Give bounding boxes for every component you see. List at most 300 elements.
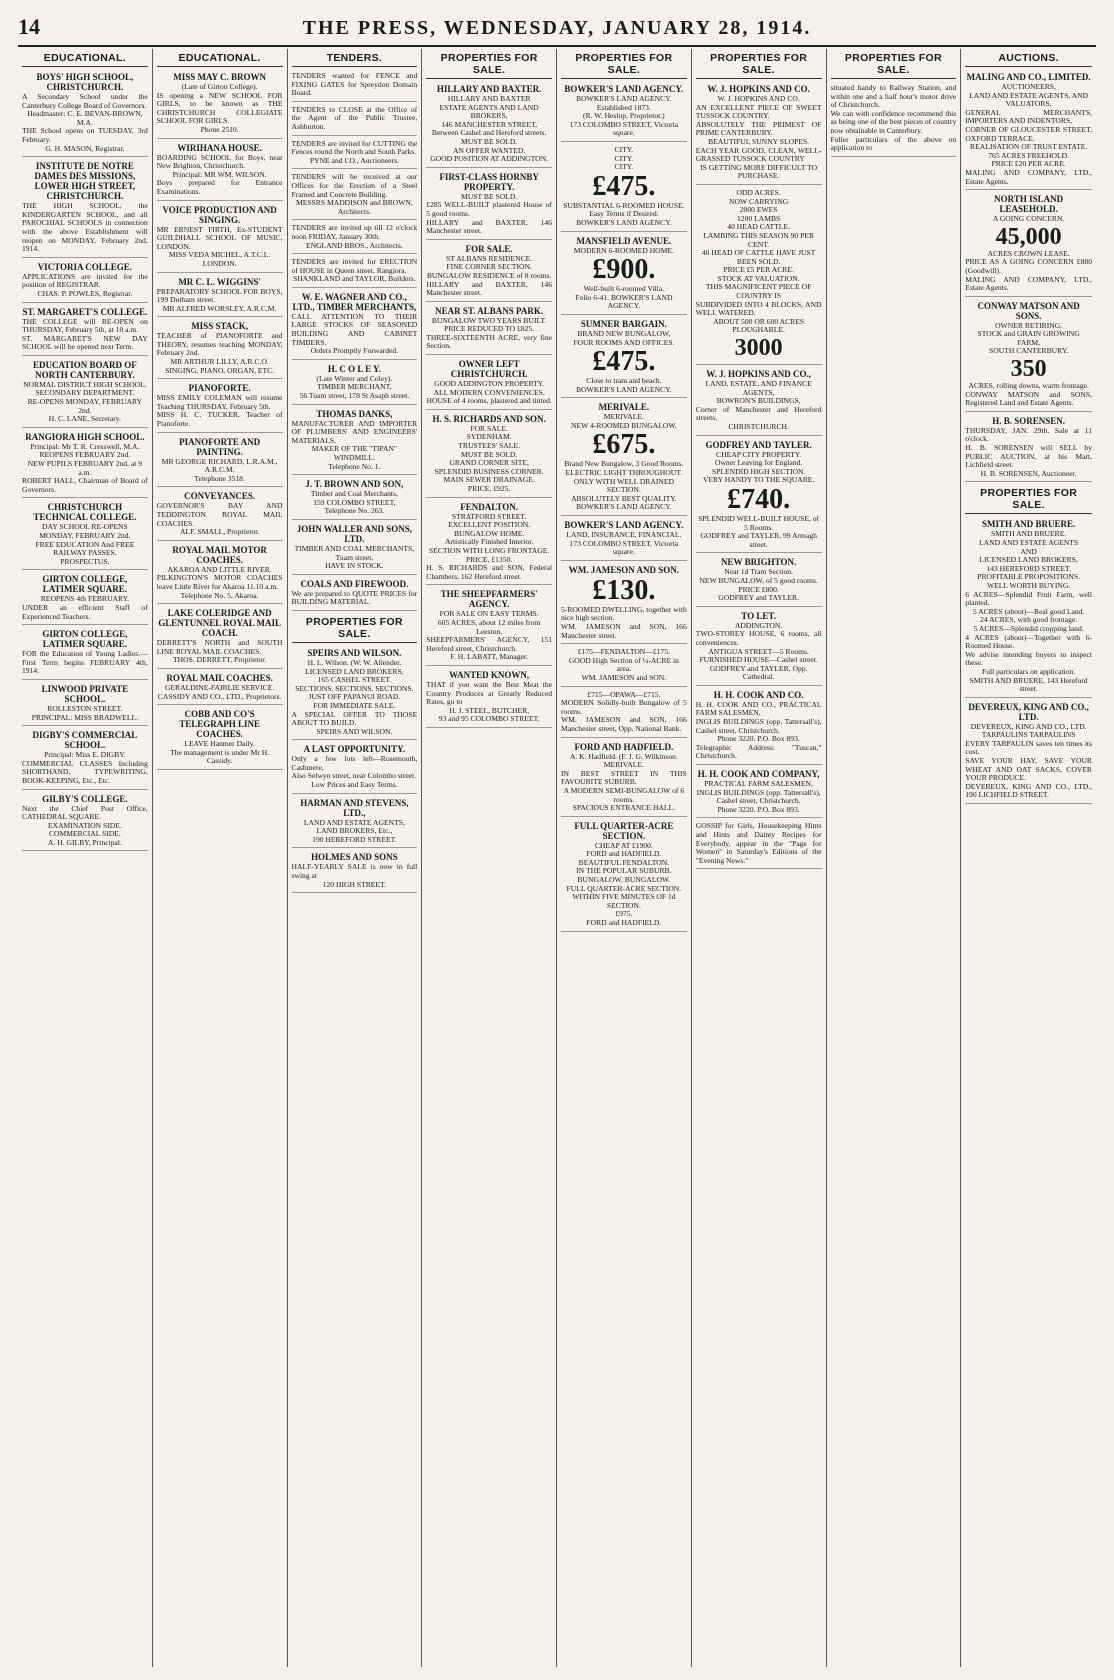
- ad-line: MR ERNEST FIRTH, Ex-STUDENT GUILDHALL SCHOOL OF MUSIC, LONDON.: [156, 224, 283, 251]
- ad-line: TARPAULINS TARPAULINS: [981, 730, 1076, 740]
- ad-heading: FIRST-CLASS HORNBY PROPERTY.: [439, 171, 539, 192]
- ad-line: BOWKER'S LAND AGENCY.: [576, 94, 672, 103]
- ad-line: SPLENDID HIGH SECTION.: [711, 466, 806, 476]
- advertisement: [157, 203, 283, 273]
- advertisement: [696, 820, 822, 869]
- ad-line: NEW 4-ROOMED BUNGALOW.: [571, 420, 677, 430]
- advertisement: [292, 522, 418, 575]
- ad-line: 1200 LAMBS: [737, 213, 781, 223]
- ad-heading: WIRIHANA HOUSE.: [177, 142, 262, 153]
- ad-line: ST. MARGARET'S NEW DAY SCHOOL will be opened next Term.: [22, 333, 148, 352]
- ad-line: Next the Chief Post Office, CATHEDRAL SQUARE.: [22, 803, 148, 822]
- ad-heading: A LAST OPPORTUNITY.: [303, 744, 406, 755]
- ad-heading: COALS AND FIREWOOD.: [300, 578, 409, 589]
- ad-line: MAIN SEWER DRAINAGE.: [443, 475, 535, 485]
- ad-line: DEVEREUX, KING AND CO., LTD.: [970, 721, 1087, 731]
- ad-line: SINGING, PIANO, ORGAN, ETC.: [165, 365, 275, 375]
- ad-line: situated handy to Railway Station, and within one and a half hour's motor drive of Christchurch.: [830, 83, 957, 110]
- advertisement: [696, 367, 822, 436]
- ad-line: RE-OPENS MONDAY, FEBRUARY 2nd.: [27, 397, 143, 415]
- ad-line: DAY SCHOOL RE-OPENS: [42, 522, 128, 532]
- ad-line: MESSRS MADDISON and BROWN, Architects.: [295, 198, 413, 216]
- ad-line: £285 WELL-BUILT plastered House of 5 good rooms.: [426, 200, 552, 218]
- ad-line: Established 1873.: [596, 102, 651, 112]
- advertisement: [22, 572, 148, 625]
- ad-line: MUST BE SOLD.: [461, 136, 518, 146]
- advertisement: [426, 587, 552, 666]
- ad-heading: W. J. HOPKINS AND CO.: [707, 84, 810, 94]
- ad-line: GOOD ADDINGTON PROPERTY.: [434, 379, 545, 389]
- advertisement: [561, 518, 687, 561]
- ad-line: TENDERS are invited for ERECTION of HOUSE in Queen street, Rangiora.: [291, 257, 418, 275]
- ad-heading: NEW BRIGHTON.: [721, 557, 797, 568]
- ad-line: MODERN 6-ROOMED HOME.: [573, 245, 674, 255]
- ad-heading: MR C. L. WIGGINS': [178, 276, 261, 287]
- ad-line: PRICE £20 PER ACRE.: [991, 159, 1066, 169]
- ad-line: CITY.: [614, 162, 634, 172]
- advertisement: [561, 689, 687, 738]
- ad-line: SUBSTANTIAL 6-ROOMED HOUSE.: [563, 200, 685, 210]
- ad-heading: HARMAN AND STEVENS, LTD.,: [300, 797, 409, 818]
- ad-price: £675.: [592, 429, 656, 461]
- ad-line: EXAMINATION SIDE.: [47, 820, 122, 830]
- ad-line: TRUSTEES' SALE.: [458, 441, 520, 451]
- ad-line: Between Cashel and Hereford streets.: [431, 128, 547, 138]
- advertisement: [965, 700, 1092, 804]
- advertisement: [157, 671, 283, 705]
- ad-heading: H. C O L E Y.: [327, 363, 381, 374]
- ad-line: WELL WORTH BUYING.: [986, 580, 1071, 590]
- ad-heading: H. H. COOK AND CO.: [713, 689, 804, 700]
- advertisement: [561, 400, 687, 516]
- ad-price: £740.: [727, 483, 791, 515]
- ad-line: FOR SALE.: [470, 423, 508, 433]
- page-title: THE PRESS, WEDNESDAY, JANUARY 28, 1914.: [302, 17, 812, 39]
- ad-line: PRINCIPAL: MISS BRADWELL.: [31, 712, 138, 722]
- ad-line: THOS. DERRETT, Proprietor.: [172, 655, 267, 665]
- ad-line: HALF-YEARLY SALE is now in full swing at: [291, 862, 418, 881]
- ad-heading: CHRISTCHURCH TECHNICAL COLLEGE.: [33, 502, 137, 523]
- advertisement: [426, 412, 552, 498]
- ad-line: MUST BE SOLD.: [461, 191, 518, 201]
- ad-line: ESTATE AGENTS AND LAND BROKERS,: [439, 102, 539, 121]
- ad-line: AUCTIONEERS,: [1001, 82, 1056, 91]
- ad-line: BOWKER'S LAND AGENCY.: [576, 217, 672, 227]
- column-3: [288, 49, 423, 1667]
- ad-line: FOUR ROOMS AND OFFICES.: [573, 337, 675, 347]
- ad-heading: BOYS' HIGH SCHOOL, CHRISTCHURCH.: [36, 72, 134, 92]
- ad-line: LEAVE Hanmer Daily.: [184, 739, 255, 749]
- advertisement: [561, 144, 687, 232]
- ad-line: SHEEPFARMERS' AGENCY, 151 Hereford street, Christchurch.: [426, 635, 552, 653]
- ad-line: H. B. SORENSEN will SELL by PUBLIC AUCTION, at his Mart, Lichfield street.: [965, 443, 1092, 470]
- ad-line: PILKINGTON'S MOTOR COACHES leave Little River for Akaroa 11.10 a.m.: [156, 573, 283, 591]
- ad-line: 173 COLOMBO STREET, Victoria square.: [569, 119, 679, 138]
- ad-heading: H. B. SORENSEN.: [992, 415, 1066, 426]
- advertisement: [157, 707, 283, 770]
- advertisement: [426, 170, 552, 240]
- advertisement: [157, 543, 283, 604]
- page-number: 14: [18, 14, 40, 39]
- ad-line: GOOD POSITION AT ADDINGTON.: [430, 154, 549, 164]
- ad-line: CITY.: [614, 153, 634, 163]
- column-7: [827, 49, 962, 1667]
- ad-line: AN OFFER WANTED.: [453, 145, 526, 155]
- column-heading: PROPERTIES FOR SALE.: [696, 49, 822, 79]
- ad-line: CHEAP AT £1900.: [594, 840, 653, 850]
- ad-line: Timber and Coal Merchants,: [310, 489, 398, 499]
- ad-line: TENDERS are invited for CUTTING the Fences round the North and South Parks.: [291, 138, 418, 157]
- ad-line: SPEIRS AND WILSON.: [316, 726, 393, 736]
- ad-price: £475.: [592, 170, 656, 202]
- ad-line: APPLICATIONS are invited for the position of REGISTRAR.: [22, 271, 148, 290]
- ad-line: FOR SALE ON EASY TERMS.: [439, 609, 539, 619]
- ad-price: £475.: [592, 346, 656, 378]
- ad-heading: NEAR ST. ALBANS PARK.: [435, 305, 544, 316]
- ad-line: 24 ACRES, with good frontage.: [980, 615, 1078, 625]
- ad-line: LAND, INSURANCE, FINANCIAL.: [566, 530, 682, 540]
- ad-line: Low Prices and Easy Terms.: [311, 780, 398, 790]
- ad-line: BOWKER'S LAND AGENCY.: [576, 502, 672, 512]
- ad-line: BOWRON'S BUILDINGS,: [716, 396, 801, 406]
- advertisement: [561, 740, 687, 817]
- ad-heading: FOR SALE.: [465, 243, 513, 254]
- ad-line: THURSDAY, JAN. 29th. Sale at 11 o'clock.: [965, 425, 1092, 444]
- ad-line: GODFREY and TAYLER, 99 Armagh street.: [700, 531, 817, 549]
- ad-line: Principal: Mr T. R. Cresswell, M.A.: [30, 441, 140, 451]
- advertisement: [561, 563, 687, 644]
- ad-line: FREE EDUCATION And FREE RAILWAY PASSES.: [35, 539, 135, 558]
- ad-line: SOUTH CANTERBURY.: [989, 346, 1069, 356]
- ad-line: MODERN Solidly-built Bungalow of 5 rooms.: [561, 698, 687, 716]
- ad-line: A. H. GILBY, Principal.: [47, 837, 122, 847]
- ad-heading: WM. JAMESON AND SON.: [568, 564, 679, 575]
- ad-line: H. S. RICHARDS and SON, Federal Chambers, 162 Hereford street.: [426, 563, 552, 581]
- ad-line: A MODERN SEMI-BUNGALOW of 6 rooms.: [563, 785, 685, 804]
- ad-line: (R. W. Heslop, Proprietor.): [583, 111, 665, 121]
- ad-line: COMMERCIAL SIDE.: [48, 829, 121, 839]
- ad-heading: THOMAS DANKS,: [316, 408, 393, 419]
- advertisement: [22, 792, 148, 852]
- ad-line: BUNGALOW HOME.: [453, 528, 525, 538]
- ad-line: FORD and HADFIELD.: [586, 849, 662, 859]
- ad-line: PRICE, £925.: [467, 484, 511, 493]
- ad-line: Corner of Manchester and Hereford streets,: [695, 404, 822, 423]
- ad-line: BOWKER'S LAND AGENCY.: [576, 384, 672, 394]
- ad-line: ST ALBANS RESIDENCE.: [446, 253, 533, 263]
- column-heading: AUCTIONS.: [965, 49, 1092, 67]
- ad-line: MISS VEDA MICHEL, A.T.C.L. LONDON.: [168, 250, 271, 268]
- column-1: [18, 49, 153, 1667]
- ad-line: PRICE, £1350.: [466, 554, 513, 564]
- ad-heading: CONWAY MATSON AND SONS.: [977, 300, 1080, 321]
- ad-line: Easy Terms if Desired.: [589, 209, 659, 219]
- ad-line: Close to tram and beach.: [586, 376, 662, 386]
- ad-line: DEVEREUX, KING AND CO., LTD., 190 LICHFIELD STREET.: [965, 781, 1092, 800]
- ad-line: ABOUT 500 OR 600 ACRES PLOUGHABLE.: [713, 316, 805, 335]
- ad-heading: BOWKER'S LAND AGENCY.: [564, 84, 684, 94]
- ad-line: TENDERS will be received at our Offices for the Erection of a Steel Framed and Concrete Building.: [291, 172, 418, 199]
- ad-line: SPACIOUS ENTRANCE HALL.: [572, 803, 676, 813]
- ad-line: Owner Leaving for England.: [714, 458, 803, 468]
- ad-line: Principal: MR WM. WILSON.: [172, 169, 267, 179]
- ad-line: SMITH AND BRUERE, 143 Hereford street.: [969, 675, 1088, 694]
- ad-line: LICENSED LAND BROKERS,: [305, 666, 404, 676]
- ad-line: LICENSED LAND BROKERS,: [979, 555, 1078, 565]
- ad-line: LAND AND ESTATE AGENTS, AND VALUATORS,: [969, 90, 1089, 109]
- ad-line: AND: [1020, 546, 1037, 556]
- ad-line: NEW BUNGALOW, of 5 good rooms.: [699, 575, 818, 585]
- ad-price: 350: [1010, 356, 1047, 383]
- ad-line: REOPENS 4th FEBRUARY.: [40, 594, 129, 604]
- ad-heading: LINWOOD PRIVATE SCHOOL.: [41, 683, 129, 704]
- ad-line: W. J. HOPKINS AND CO.: [717, 94, 800, 103]
- advertisement: [426, 82, 552, 168]
- ad-line: Telegraphic Address: "Tuscan," Christchurch.: [695, 742, 822, 761]
- column-heading: PROPERTIES FOR SALE.: [561, 49, 687, 79]
- ad-line: Full particulars on application.: [982, 666, 1076, 676]
- ad-line: £715—OPAWA—£715.: [587, 689, 661, 699]
- ad-line: HILLARY AND BAXTER: [447, 94, 531, 103]
- ad-heading: COBB AND CO'S TELEGRAPH LINE COACHES.: [179, 709, 261, 740]
- advertisement: [157, 319, 283, 379]
- ad-heading: NORTH ISLAND LEASEHOLD.: [994, 194, 1064, 215]
- ad-line: FINE CORNER SECTION.: [446, 262, 532, 272]
- section-heading: PROPERTIES FOR SALE.: [965, 484, 1092, 514]
- ad-line: TIMBER AND COAL MERCHANTS,: [294, 543, 415, 553]
- ad-line: H. B. SORENSEN, Auctioneer.: [980, 468, 1077, 478]
- ad-line: AN EXCELLENT PIECE OF SWEET TUSSOCK COUNTRY.: [695, 102, 822, 121]
- ad-line: HILLARY and BAXTER, 146 Manchester street.: [426, 217, 552, 236]
- advertisement: [157, 606, 283, 669]
- advertisement: [696, 82, 822, 185]
- advertisement: [965, 414, 1092, 483]
- ad-line: CHAS. P. POWLES, Registrar.: [37, 288, 133, 298]
- advertisement: [22, 159, 148, 258]
- ad-line: ALL MODERN CONVENIENCES.: [433, 387, 545, 397]
- ad-heading: W. J. HOPKINS AND CO.,: [706, 369, 811, 380]
- ad-line: LAND, ESTATE, AND FINANCE AGENTS,: [705, 379, 812, 397]
- ad-line: H. L. Wilson. (W. W. Allender.: [307, 657, 402, 667]
- ad-line: BEAUTIFUL SUNNY SLOPES.: [708, 136, 810, 146]
- ad-line: GODFREY and TAYLER, Opp. Cathedral.: [709, 663, 808, 682]
- ad-line: LAND AND ESTATE AGENTS,: [303, 817, 405, 827]
- ad-line: We are prepared to QUOTE PRICES for BUILDING MATERIAL.: [291, 588, 418, 607]
- ad-line: MALING AND COMPANY, LTD., Estate Agents.: [965, 274, 1092, 293]
- ad-heading: PIANOFORTE AND PAINTING.: [179, 436, 261, 457]
- advertisement: [292, 222, 418, 254]
- ad-price: 45,000: [995, 223, 1062, 250]
- ad-line: WITHIN FIVE MINUTES OF 1d SECTION.: [572, 892, 676, 910]
- ad-heading: VOICE PRODUCTION AND SINGING.: [162, 204, 277, 225]
- ad-price: £130.: [592, 574, 656, 606]
- ad-line: FURNISHED HOUSE—Cashel street.: [699, 655, 818, 665]
- advertisement: [157, 70, 283, 139]
- ad-line: VERY HANDY TO THE SQUARE.: [702, 475, 815, 485]
- advertisement: [292, 362, 418, 405]
- ad-line: INGLIS BUILDINGS (opp. Tattersall's),: [696, 787, 821, 797]
- advertisement: [965, 517, 1092, 697]
- ad-line: BUNGALOW, BUNGALOW.: [577, 875, 671, 885]
- ad-line: CHRISTCHURCH.: [728, 422, 789, 431]
- ad-line: STOCK and GRAIN GROWING FARM,: [977, 329, 1080, 347]
- ad-line: BRAND NEW BUNGALOW,: [577, 328, 671, 338]
- ad-line: LAND BROKERS, Etc.,: [316, 826, 393, 836]
- ad-line: 765 ACRES FREEHOLD.: [988, 150, 1070, 160]
- advertisement: [292, 577, 418, 611]
- ad-line: THAT if you want the Best Meat the Country Produces at Greatly Reduced Rates, go to: [426, 679, 552, 707]
- ad-line: 173 COLOMBO STREET, Victoria square.: [569, 538, 679, 557]
- column-heading: PROPERTIES FOR SALE.: [831, 49, 957, 79]
- advertisement: [22, 430, 148, 499]
- ad-line: ADDINGTON.: [734, 620, 783, 630]
- ad-line: PRICE £5 PER ACRE.: [723, 265, 794, 275]
- advertisement: [22, 500, 148, 570]
- ad-line: WM. JAMESON and SON, 166 Manchester street, Opp. National Bank.: [561, 715, 687, 733]
- advertisement: [292, 104, 418, 136]
- ad-line: SYDENHAM.: [466, 432, 512, 442]
- column-6: [692, 49, 827, 1667]
- advertisement: [292, 290, 418, 360]
- ad-line: Boys prepared for Entrance Examinations.: [156, 178, 283, 196]
- ad-line: 190 HEREFORD STREET.: [312, 834, 397, 844]
- advertisement: [561, 82, 687, 142]
- column-heading: EDUCATIONAL.: [157, 49, 283, 67]
- ad-line: MERIVALE.: [603, 760, 644, 770]
- ad-line: 6 ACRES—Splendid Fruit Farm, well planted.: [965, 589, 1092, 608]
- ad-heading: GIRTON COLLEGE, LATIMER SQUARE.: [42, 629, 128, 650]
- advertisement: [292, 796, 418, 849]
- ad-line: Phone 2510.: [200, 124, 239, 134]
- ad-heading: W. E. WAGNER AND CO., LTD., TIMBER MERCHANTS,: [292, 291, 417, 312]
- advertisement: [157, 435, 283, 488]
- advertisement: [426, 357, 552, 410]
- ad-line: £975.: [615, 909, 633, 919]
- ad-heading: J. T. BROWN AND SON,: [305, 479, 404, 490]
- ad-line: G. H. MASON, Registrar.: [45, 143, 125, 153]
- ad-line: 2000 EWES: [739, 205, 778, 215]
- ad-line: PREPARATORY SCHOOL FOR BOYS, 199 Durham street.: [156, 286, 283, 305]
- ad-heading: GIRTON COLLEGE, LATIMER SQUARE.: [42, 574, 128, 595]
- advertisement: [22, 70, 148, 157]
- ad-line: Fuller particulars of the above on application to: [830, 134, 957, 153]
- advertisement: [22, 627, 148, 680]
- ad-line: 120 HIGH STREET.: [322, 879, 387, 889]
- ad-line: £175—FENDALTON—£175.: [577, 647, 670, 657]
- ad-line: Telephone No. 263.: [324, 506, 385, 516]
- ad-line: 93 and 95 COLOMBO STREET.: [438, 714, 540, 724]
- advertisement: [22, 305, 148, 356]
- ad-line: Well-built 6-roomed Villa.: [583, 284, 665, 294]
- ad-heading: BOWKER'S LAND AGENCY.: [564, 520, 684, 531]
- column-heading: PROPERTIES FOR SALE.: [426, 49, 552, 79]
- advertisement: [292, 407, 418, 476]
- ad-line: 40 HEAD OF CATTLE HAVE JUST BEEN SOLD.: [701, 248, 816, 266]
- ad-line: (Late Winter and Coley).: [316, 373, 393, 383]
- advertisement: [22, 358, 148, 428]
- ad-heading: ROYAL MAIL COACHES.: [166, 672, 273, 683]
- ad-heading: MANSFIELD AVENUE.: [576, 235, 672, 246]
- ad-line: TENDERS wanted for FENCE and FIXING GATES for Spreydon Domain Board.: [291, 71, 418, 98]
- advertisement: [426, 500, 552, 586]
- ad-line: SECTION WITH LONG FRONTAGE.: [428, 545, 550, 555]
- ad-line: 5 ACRES—Splendid cropping land.: [973, 623, 1084, 633]
- column-grid: [18, 49, 1096, 1667]
- ad-line: THIS MAGNIFICENT PIECE OF COUNTRY IS: [705, 282, 812, 301]
- column-heading: EDUCATIONAL.: [22, 49, 148, 67]
- ad-line: Telephone No. 1.: [328, 461, 381, 471]
- ad-line: ACRES CROWN LEASE.: [987, 248, 1070, 258]
- ad-line: BEAUTIFUL FENDALTON.: [578, 857, 670, 867]
- ad-line: ABSOLUTELY BEST QUALITY.: [571, 493, 677, 503]
- ad-line: Cashel street, Christchurch.: [716, 796, 801, 806]
- ad-line: ABSOLUTELY THE PRIMEST OF PRIME CANTERBURY.: [695, 119, 822, 138]
- ad-heading: GODFREY AND TAYLER.: [705, 439, 812, 450]
- advertisement: [965, 299, 1092, 412]
- ad-line: MISS H. C. TUCKER, Teacher of Pianoforte.: [156, 410, 283, 429]
- ad-heading: OWNER LEFT CHRISTCHURCH.: [450, 359, 528, 380]
- advertisement: [292, 477, 418, 520]
- ad-line: WM. JAMESON and SON, 166 Manchester street.: [561, 622, 687, 640]
- advertisement: [22, 728, 148, 789]
- advertisement: [696, 609, 822, 686]
- ad-price: 3000: [734, 335, 783, 362]
- ad-heading: ST. MARGARET'S COLLEGE.: [22, 306, 148, 317]
- advertisement: [426, 304, 552, 355]
- advertisement: [292, 171, 418, 220]
- ad-line: REALISATION OF TRUST ESTATE.: [970, 142, 1088, 152]
- ad-line: GOOD High Section of ¼-ACRE in area.: [568, 655, 679, 674]
- ad-heading: FULL QUARTER-ACRE SECTION.: [574, 820, 674, 841]
- ad-heading: JOHN WALLER AND SONS, LTD.: [296, 523, 413, 544]
- ad-heading: MISS MAY C. BROWN: [173, 72, 267, 82]
- ad-line: TWO-STOREY HOUSE, 6 rooms, all conveniences.: [695, 629, 822, 647]
- ad-line: MONDAY, FEBRUARY 2nd.: [39, 531, 131, 540]
- ad-line: GRAND CORNER SITE,: [449, 458, 529, 468]
- ad-line: THE COLLEGE will RE-OPEN on THURSDAY, February 5th, at 10 a.m.: [22, 316, 148, 335]
- ad-line: Folio 6-41. BOWKER'S LAND AGENCY.: [575, 292, 673, 311]
- ad-line: Near 1d Tram Section.: [724, 567, 793, 577]
- ad-price: £900.: [592, 254, 656, 286]
- ad-heading: DEVEREUX, KING AND CO., LTD.: [968, 701, 1089, 722]
- ad-line: TIMBER MERCHANT,: [317, 382, 392, 392]
- ad-line: THE HIGH SCHOOL, the KINDERGARTEN SCHOOL, and all PAROCHIAL SCHOOLS in connection with the above Establishment will reopen on MONDAY, February 2nd, 1914.: [22, 201, 148, 254]
- advertisement: [696, 187, 822, 365]
- ad-line: INGLIS BUILDINGS (opp. Tattersall's), Cashel street, Christchurch.: [695, 717, 822, 735]
- ad-line: SPLENDID BUSINESS CORNER.: [434, 466, 544, 476]
- advertisement: [157, 275, 283, 318]
- ad-heading: SMITH AND BRUERE.: [981, 519, 1076, 530]
- ad-line: THREE-SIXTEENTH ACRE, very fine Section.: [426, 332, 552, 351]
- ad-line: Headmaster: C. E. BEVAN-BROWN, M.A.: [27, 109, 143, 127]
- ad-line: MR ALFRED WORSLEY, A.R.C.M.: [162, 303, 277, 313]
- ad-line: CITY.: [614, 144, 634, 154]
- ad-line: The management is under Mr H. Cassidy.: [170, 747, 270, 766]
- ad-heading: HILLARY AND BAXTER.: [436, 84, 542, 94]
- ad-line: HOUSE of 4 rooms, plastered and tinted.: [426, 396, 552, 406]
- ad-line: Also Selwyn street, near Colombo street.: [291, 771, 417, 781]
- ad-line: PROSPECTUS.: [60, 556, 110, 566]
- ad-line: CHEAP CITY PROPERTY.: [716, 449, 802, 459]
- ad-line: SHANKLAND and TAYLOR, Builders.: [292, 274, 416, 284]
- advertisement: [426, 242, 552, 302]
- ad-line: A. K. Hadfield. (F. J. G. Wilkinson.: [569, 751, 678, 761]
- ad-line: 5 ACRES (about)—Real good Land.: [972, 606, 1085, 616]
- ad-line: (Late of Girton College).: [181, 82, 258, 91]
- ad-line: COMMERCIAL CLASSES Including SHORTHAND, TYPEWRITING, BOOK-KEEPING, Etc., Etc.: [22, 758, 148, 785]
- ad-line: LAND AND ESTATE AGENTS: [979, 538, 1079, 547]
- masthead: [18, 14, 1096, 47]
